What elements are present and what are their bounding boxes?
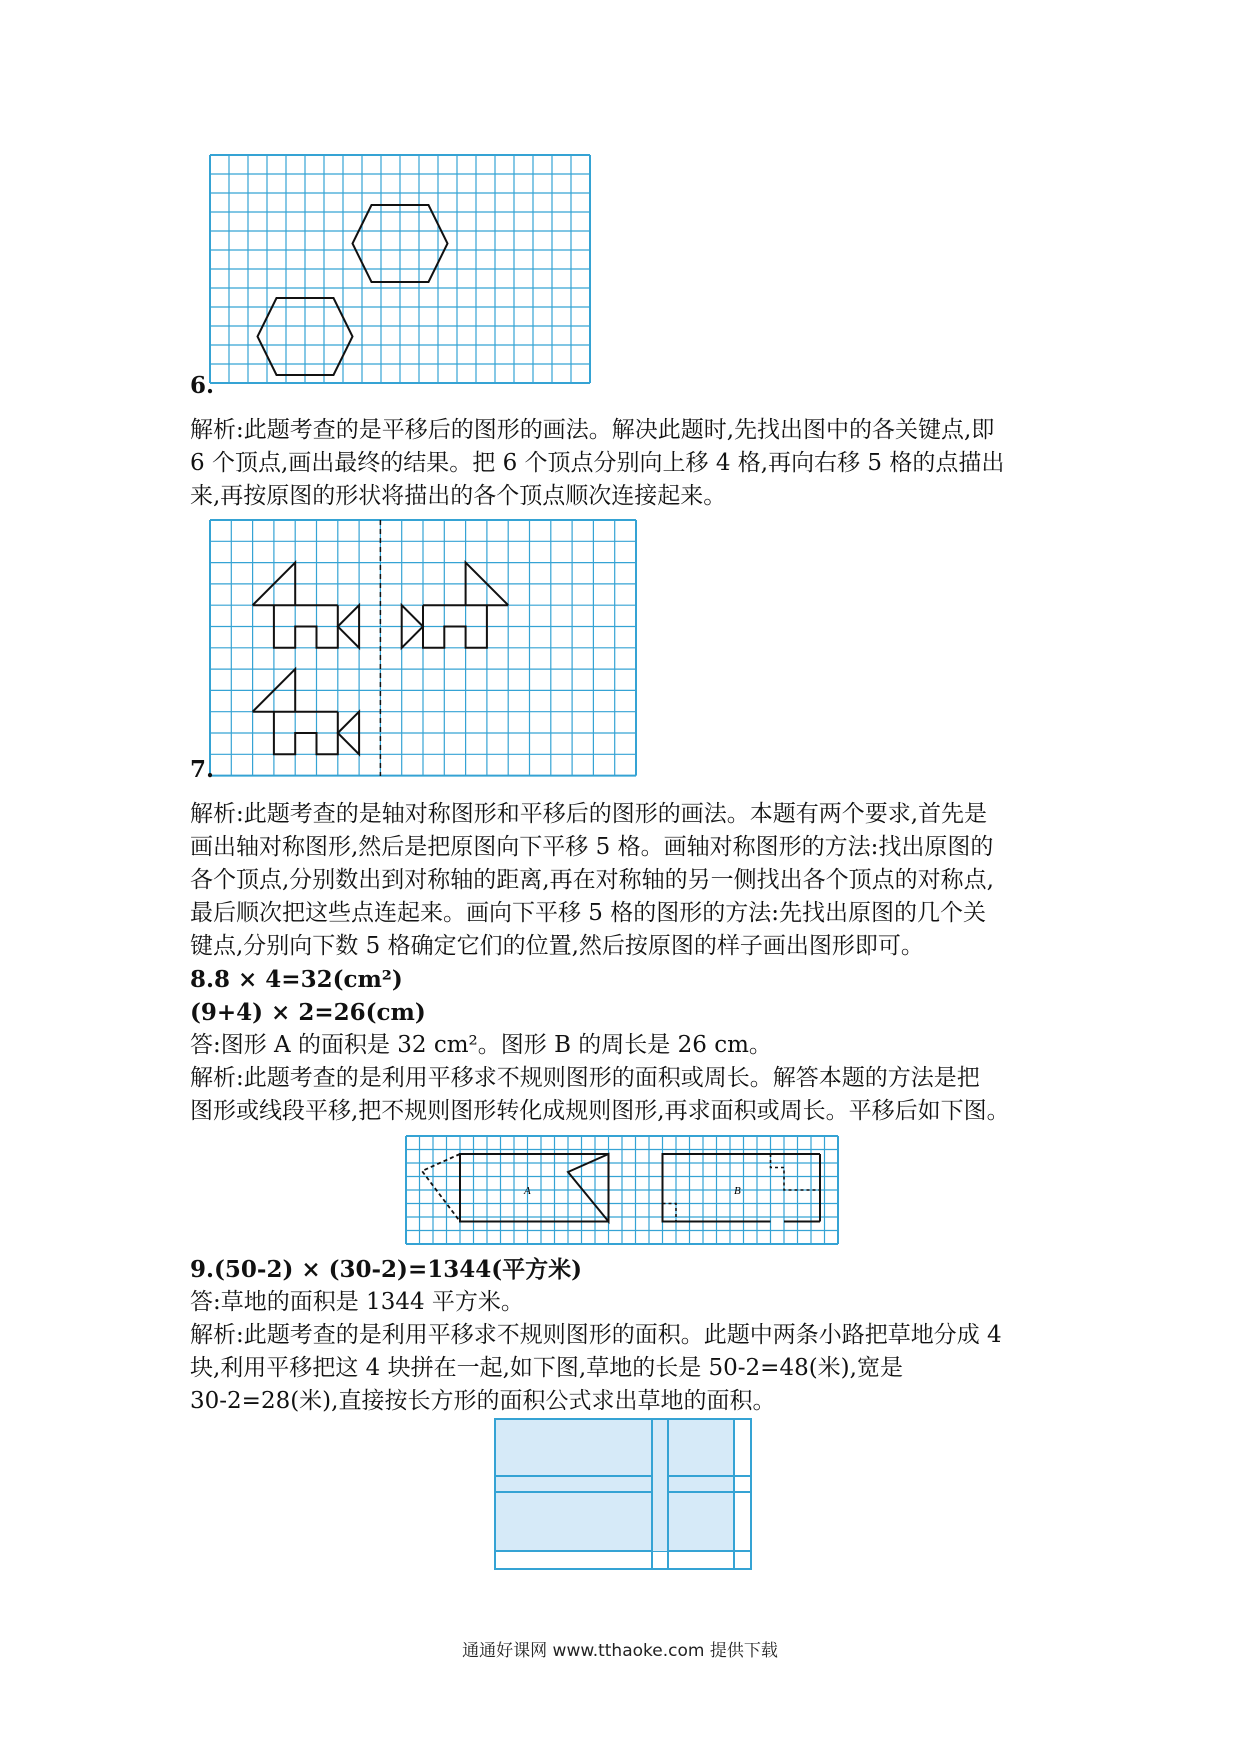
- q8-grid-figure: [406, 1136, 838, 1244]
- grid-lines: [210, 155, 590, 383]
- q9-lawn-figure: [494, 1418, 752, 1570]
- q8-analysis-line-2: 图形或线段平移,把不规则图形转化成规则图形,再求面积或周长。平移后如下图。: [190, 1098, 1010, 1124]
- q7-analysis-line-4: 最后顺次把这些点连起来。画向下平移 5 格的图形的方法:先找出原图的几个关: [190, 900, 987, 926]
- q6-number: 6.: [190, 372, 215, 399]
- path-vertical-strip: [653, 1420, 667, 1551]
- q8-formula-1: 8.8 × 4=32(cm²): [190, 966, 403, 993]
- page-footer: 通通好课网 www.tthaoke.com 提供下载: [462, 1641, 778, 1661]
- figure-a-triangle: [568, 1154, 609, 1222]
- lawn-background: [495, 1419, 751, 1569]
- q9-formula: 9.(50-2) × (30-2)=1344(平方米): [190, 1256, 582, 1283]
- q9-analysis-line-1: 解析:此题考查的是利用平移求不规则图形的面积。此题中两条小路把草地分成 4: [190, 1322, 1002, 1348]
- figure-b-dashed: [771, 1154, 821, 1190]
- q7-analysis-line-1: 解析:此题考查的是轴对称图形和平移后的图形的画法。本题有两个要求,首先是: [190, 801, 988, 827]
- q7-number: 7.: [190, 756, 215, 783]
- figure-a-dashed: [422, 1154, 460, 1222]
- q6-analysis-line-2: 6 个顶点,画出最终的结果。把 6 个顶点分别向上移 4 格,再向右移 5 格的点描出: [190, 450, 1005, 476]
- q8-formula-2: (9+4) × 2=26(cm): [190, 999, 426, 1026]
- q9-analysis-line-3: 30-2=28(米),直接按长方形的面积公式求出草地的面积。: [190, 1388, 776, 1414]
- figure-b-label: B: [734, 1185, 741, 1197]
- q7-analysis-line-2: 画出轴对称图形,然后是把原图向下平移 5 格。画轴对称图形的方法:找出原图的: [190, 834, 994, 860]
- q8-answer: 答:图形 A 的面积是 32 cm²。图形 B 的周长是 26 cm。: [190, 1032, 772, 1058]
- q9-analysis-line-2: 块,利用平移把这 4 块拼在一起,如下图,草地的长是 50-2=48(米),宽是: [190, 1355, 903, 1381]
- q6-analysis-line-1: 解析:此题考查的是平移后的图形的画法。解决此题时,先找出图中的各关键点,即: [190, 417, 995, 443]
- figure-a-label: A: [524, 1185, 531, 1197]
- q7-analysis-line-5: 键点,分别向下数 5 格确定它们的位置,然后按原图的样子画出图形即可。: [190, 933, 924, 959]
- q7-grid-figure: [210, 520, 640, 776]
- figure-b-dashed-corner: [663, 1204, 677, 1222]
- q7-analysis-line-3: 各个顶点,分别数出到对称轴的距离,再在对称轴的另一侧找出各个顶点的对称点,: [190, 867, 994, 893]
- q6-analysis-line-3: 来,再按原图的形状将描出的各个顶点顺次连接起来。: [190, 483, 727, 509]
- q9-answer: 答:草地的面积是 1344 平方米。: [190, 1289, 524, 1315]
- q8-analysis-line-1: 解析:此题考查的是利用平移求不规则图形的面积或周长。解答本题的方法是把: [190, 1065, 980, 1091]
- q6-grid-figure: [210, 155, 590, 394]
- grid-lines: [406, 1136, 838, 1244]
